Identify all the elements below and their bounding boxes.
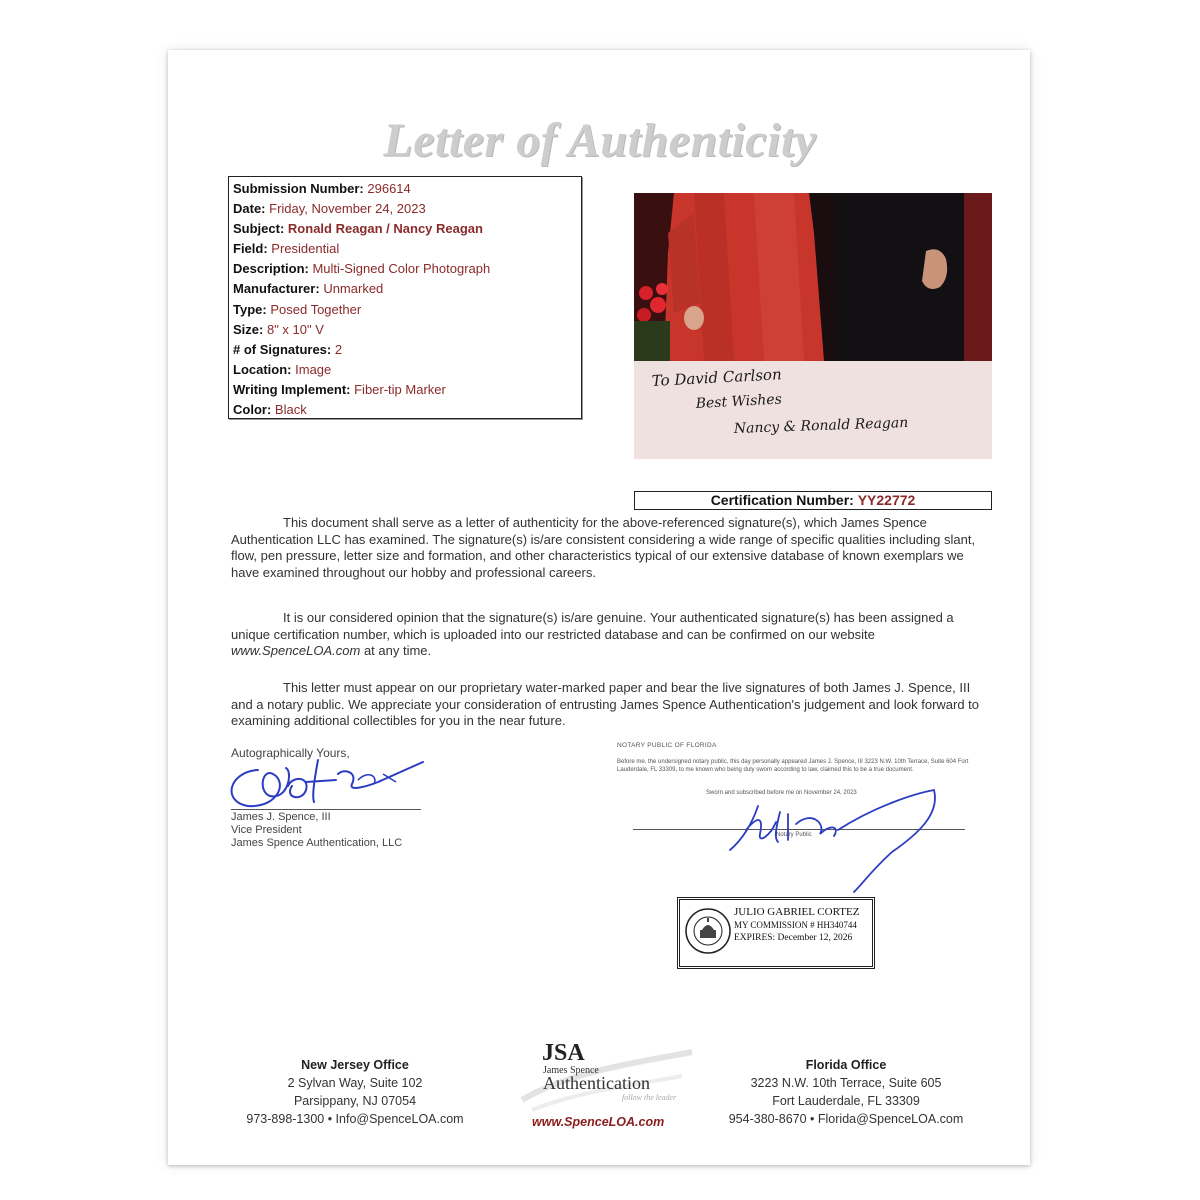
- detail-label: # of Signatures:: [233, 341, 332, 357]
- detail-value: Image: [295, 361, 332, 377]
- paragraph-2-end: at any time.: [360, 643, 432, 658]
- letter-title: Letter of Authenticity: [383, 114, 817, 167]
- detail-value: Unmarked: [323, 281, 384, 297]
- footer-fl-office: [712, 1056, 980, 1128]
- detail-row: [233, 219, 581, 239]
- website-link[interactable]: www.SpenceLOA.com: [231, 643, 361, 658]
- detail-value: 296614: [367, 181, 411, 196]
- detail-label: Subject:: [233, 221, 285, 237]
- detail-value: Black: [274, 402, 307, 418]
- signer-title: Vice President: [231, 824, 302, 836]
- detail-value: 2: [334, 341, 343, 357]
- certification-number-box: [634, 491, 992, 510]
- detail-label: Color:: [233, 402, 272, 418]
- detail-row: [233, 400, 581, 420]
- stamp-name: JULIO GABRIEL CORTEZ: [734, 906, 860, 918]
- jsa-name: James Spence: [543, 1065, 599, 1076]
- signer-name: James J. Spence, III: [231, 811, 331, 823]
- detail-value: Posed Together: [270, 301, 362, 317]
- detail-row: [233, 300, 581, 320]
- nj-office-address-2: Parsippany, NJ 07054: [293, 1094, 417, 1108]
- signature-line-left: [231, 809, 421, 810]
- jsa-letters: JSA: [542, 1040, 585, 1066]
- paragraph-3: This letter must appear on our proprietary water-marked paper and bear the live signatures of both James J. Spence, III and a notary public. We appreciate your consideration of entrusting James Spence Authentication's judgement and look forward to examining additional collectibles for you in the near future.: [231, 680, 980, 728]
- jsa-website[interactable]: www.SpenceLOA.com: [532, 1115, 665, 1129]
- inscription-line-2: Best Wishes: [695, 391, 783, 412]
- notary-heading: NOTARY PUBLIC OF FLORIDA: [617, 742, 717, 749]
- detail-row: [233, 239, 581, 259]
- notary-sign-label: Notary Public: [776, 832, 812, 838]
- signer-company: James Spence Authentication, LLC: [231, 837, 403, 849]
- photo-scene: [634, 193, 992, 459]
- detail-value: 8" x 10" V: [266, 321, 324, 337]
- inscription-line-1: To David Carlson: [651, 365, 783, 390]
- paragraph-2: [231, 610, 983, 660]
- detail-label: Location:: [233, 361, 292, 377]
- stamp-commission: MY COMMISSION # HH340744: [734, 920, 857, 930]
- detail-label: Manufacturer:: [233, 281, 320, 297]
- notary-seal-icon: [684, 906, 732, 956]
- detail-label: Submission Number:: [233, 181, 364, 196]
- notary-statement: Before me, the undersigned notary public, this day personally appeared James J. Spence, III 3223 N.W. 10th Terrace, Suite 604 Fort Lauderdale, FL 33309, to me known who being duly sworn according to law, claimed this to be a true document.: [617, 759, 969, 773]
- spence-signature: [218, 752, 428, 812]
- detail-row: [233, 320, 581, 340]
- detail-row: [233, 340, 581, 360]
- certification-value: YY22772: [857, 492, 916, 508]
- notary-sworn-text: Sworn and subscribed before me on November 24, 2023: [706, 790, 857, 796]
- inscription-line-3: Nancy & Ronald Reagan: [733, 414, 909, 437]
- paragraph-1: This document shall serve as a letter of authenticity for the above-referenced signature(s), which James Spence Authentication LLC has examined. The signature(s) is/are consistent considering a wide range of specific qualities including slant, flow, pen pressure, letter size and formation, and other characteristics typical of our extensive database of known exemplars we have examined throughout our hobby and professional careers.: [231, 515, 976, 580]
- closing-text: Autographically Yours,: [231, 746, 350, 760]
- detail-label: Writing Implement:: [233, 381, 351, 397]
- detail-value: Friday, November 24, 2023: [269, 201, 426, 217]
- detail-label: Description:: [233, 261, 309, 277]
- footer-nj-office: [230, 1056, 480, 1128]
- paragraph-2-text: It is our considered opinion that the signature(s) is/are genuine. Your authenticated signature(s) has been assigned a unique certification number, which is uploaded into our restricted database and can be confirmed on our website: [231, 610, 954, 642]
- detail-value: Fiber-tip Marker: [354, 381, 446, 397]
- detail-row: [233, 199, 581, 219]
- certification-label: Certification Number:: [710, 492, 854, 508]
- jsa-logo: [512, 1040, 702, 1130]
- detail-row: [233, 279, 581, 299]
- detail-label: Date:: [233, 201, 266, 217]
- detail-row: [233, 259, 581, 279]
- detail-value: Presidential: [271, 241, 340, 257]
- fl-office-address-2: Fort Lauderdale, FL 33309: [772, 1094, 920, 1108]
- submission-details-box: [228, 176, 582, 419]
- fl-office-heading: Florida Office: [805, 1058, 887, 1072]
- detail-label: Size:: [233, 321, 264, 337]
- nj-office-heading: New Jersey Office: [301, 1058, 409, 1072]
- detail-label: Type:: [233, 301, 267, 317]
- nj-office-contact: 973-898-1300 • Info@SpenceLOA.com: [246, 1112, 464, 1126]
- detail-label: Field:: [233, 241, 268, 257]
- jsa-authentication: Authentication: [543, 1073, 650, 1093]
- detail-value: Multi-Signed Color Photograph: [312, 261, 491, 277]
- fl-office-contact: 954-380-8670 • Florida@SpenceLOA.com: [728, 1112, 964, 1126]
- stamp-expires: EXPIRES: December 12, 2026: [734, 933, 853, 943]
- fl-office-address-1: 3223 N.W. 10th Terrace, Suite 605: [750, 1076, 942, 1090]
- signed-photo-image: [634, 193, 992, 459]
- detail-row: [233, 179, 581, 199]
- detail-value: Ronald Reagan / Nancy Reagan: [287, 221, 483, 237]
- notary-stamp: [677, 897, 875, 969]
- jsa-tagline: follow the leader: [622, 1093, 677, 1102]
- detail-row: [233, 360, 581, 380]
- detail-row: [233, 380, 581, 400]
- nj-office-address-1: 2 Sylvan Way, Suite 102: [287, 1076, 423, 1090]
- notary-signature: [722, 774, 942, 894]
